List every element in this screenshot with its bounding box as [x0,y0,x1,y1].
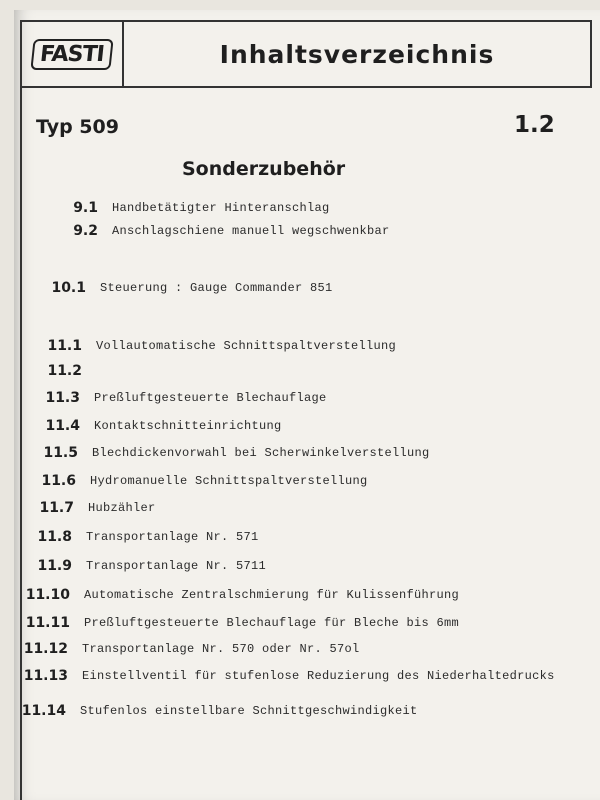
toc-entry-text: Automatische Zentralschmierung für Kulissenführung [84,588,460,602]
toc-entry-number: 11.9 [37,558,72,574]
toc-entry-number: 11.10 [25,587,70,603]
toc-entry-text: Anschlagschiene manuell wegschwenkbar [112,224,390,238]
toc-entry-text: Steuerung : Gauge Commander 851 [100,281,333,295]
toc-entry-text: Stufenlos einstellbare Schnittgeschwindigkeit [80,704,418,718]
toc-entry-text: Kontaktschnitteinrichtung [94,419,282,433]
toc-entry-number: 11.13 [23,668,68,684]
toc-entry-number: 11.4 [45,418,80,434]
toc-entry-number: 11.2 [47,363,82,379]
toc-entry-number: 11.6 [41,473,76,489]
toc-entry-text: Vollautomatische Schnittspaltverstellung [96,339,397,353]
toc-entry-number: 11.3 [45,390,80,406]
section-subtitle: Sonderzubehör [182,158,346,180]
toc-entry-number: 11.8 [37,529,72,545]
document-page [14,10,600,800]
content-area [20,88,592,800]
toc-entry-text: Preßluftgesteuerte Blechauflage [94,391,327,405]
toc-entry-text: Transportanlage Nr. 5711 [86,559,267,573]
toc-entry-text: Hydromanuelle Schnittspaltverstellung [90,474,368,488]
toc-entry-text: Einstellventil für stufenlose Reduzierung des Niederhaltedrucks [82,669,555,683]
toc-entry-text: Transportanlage Nr. 570 oder Nr. 57ol [82,642,360,656]
logo-cell [22,22,124,86]
toc-entry-number: 9.2 [73,223,98,239]
fasti-logo: FASTI [31,39,114,70]
toc-entry-text: Transportanlage Nr. 571 [86,530,259,544]
toc-entry-number: 11.12 [23,641,68,657]
toc-entry-number: 10.1 [51,280,86,296]
toc-entry-number: 11.11 [25,615,70,631]
toc-entry-text: Preßluftgesteuerte Blechauflage für Bleche bis 6mm [84,616,460,630]
section-number: 1.2 [514,112,555,138]
toc-entry-number: 9.1 [73,200,98,216]
header-box [20,20,592,88]
toc-entry-text: Blechdickenvorwahl bei Scherwinkelverstellung [92,446,430,460]
toc-entry-number: 11.7 [39,500,74,516]
page-title: Inhaltsverzeichnis [219,39,495,69]
toc-entry-text: Hubzähler [88,501,156,515]
toc-entry-number: 11.5 [43,445,78,461]
toc-entry-number: 11.14 [21,703,66,719]
toc-entry-text: Handbetätigter Hinteranschlag [112,201,330,215]
type-label: Typ 509 [36,116,119,138]
toc-entry-number: 11.1 [47,338,82,354]
